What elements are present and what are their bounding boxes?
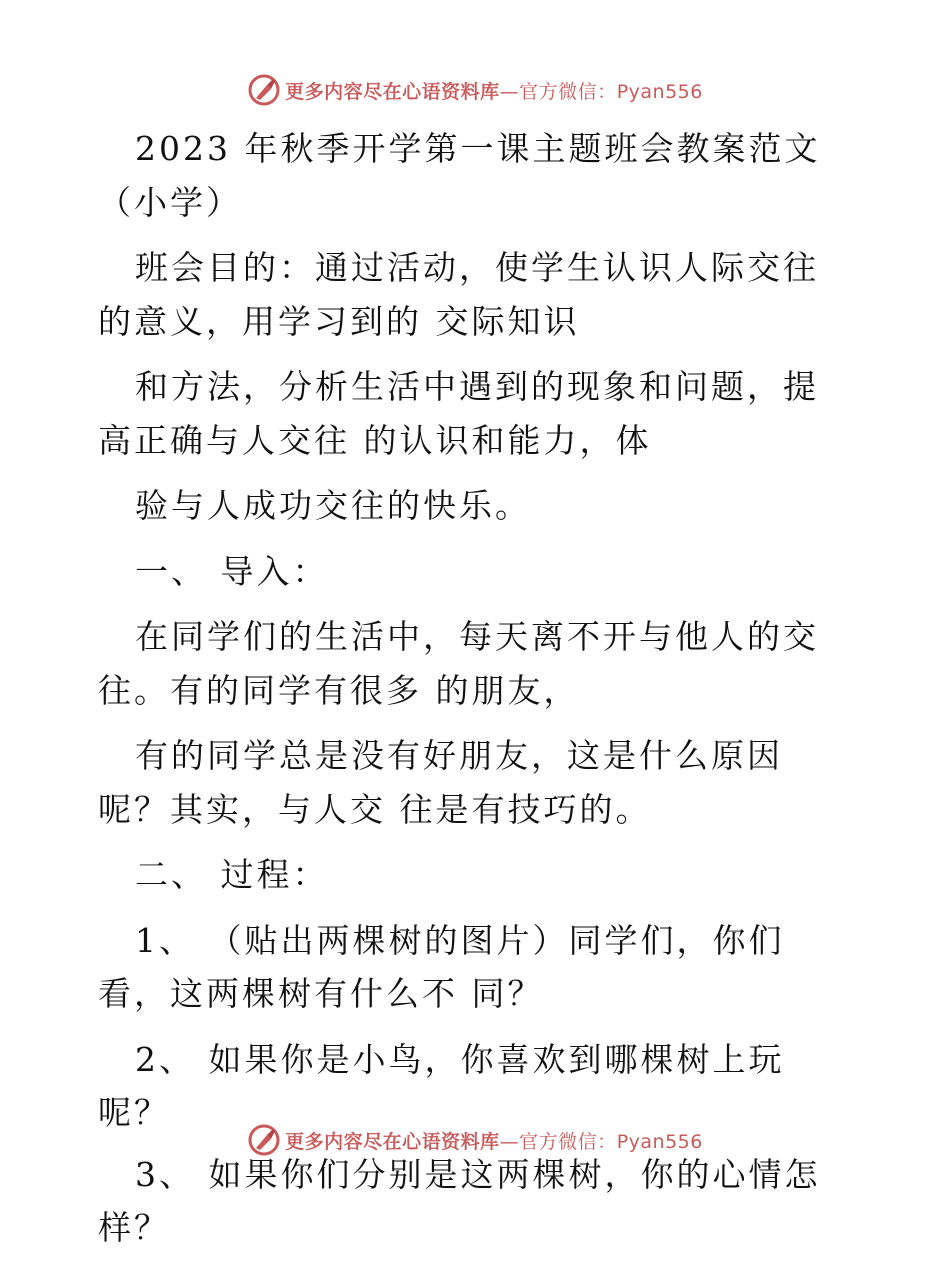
watermark-text [285,77,703,104]
watermark-banner-top [0,70,950,110]
watermark-text [285,1127,703,1154]
pen-nib-circle-icon [247,1123,281,1157]
watermark-main: 更多内容尽在心语资料库 [285,80,500,103]
paragraph: 验与人成功交往的快乐。 [135,486,531,525]
watermark-separator: — [499,80,520,103]
document-title: 2023 年秋季开学第一课主题班会教案范文（小学） [98,129,821,222]
paragraph: 和方法，分析生活中遇到的现象和问题，提高正确与人交往 的认识和能力，体 [98,367,819,460]
paragraph: 有的同学总是没有好朋友，这是什么原因呢？其实，与人交 往是有技巧的。 [98,736,783,829]
watermark-banner-bottom [0,1120,950,1160]
paragraph: 班会目的：通过活动，使学生认识人际交往的意义，用学习到的 交际知识 [98,248,819,341]
section-heading: 二、 过程： [135,855,329,894]
watermark-wechat-id: Pyan556 [616,80,703,103]
document-body [98,122,854,1263]
list-item: 1、 （贴出两棵树的图片）同学们，你们看，这两棵树有什么不 同？ [98,920,785,1013]
watermark-wechat-label: 官方微信： [519,1130,617,1153]
pen-nib-circle-icon [247,73,281,107]
paragraph: 在同学们的生活中，每天离不开与他人的交往。有的同学有很多 的朋友， [98,617,819,710]
list-item: 3、 如果你们分别是这两棵树，你的心情怎样？ [98,1154,821,1247]
section-heading: 一、 导入： [135,551,329,591]
watermark-main: 更多内容尽在心语资料库 [285,1130,500,1153]
watermark-wechat-label: 官方微信： [519,80,617,103]
watermark-separator: — [499,1130,520,1153]
watermark-wechat-id: Pyan556 [616,1130,703,1153]
list-item: 2、 如果你是小鸟，你喜欢到哪棵树上玩呢？ [98,1039,785,1132]
